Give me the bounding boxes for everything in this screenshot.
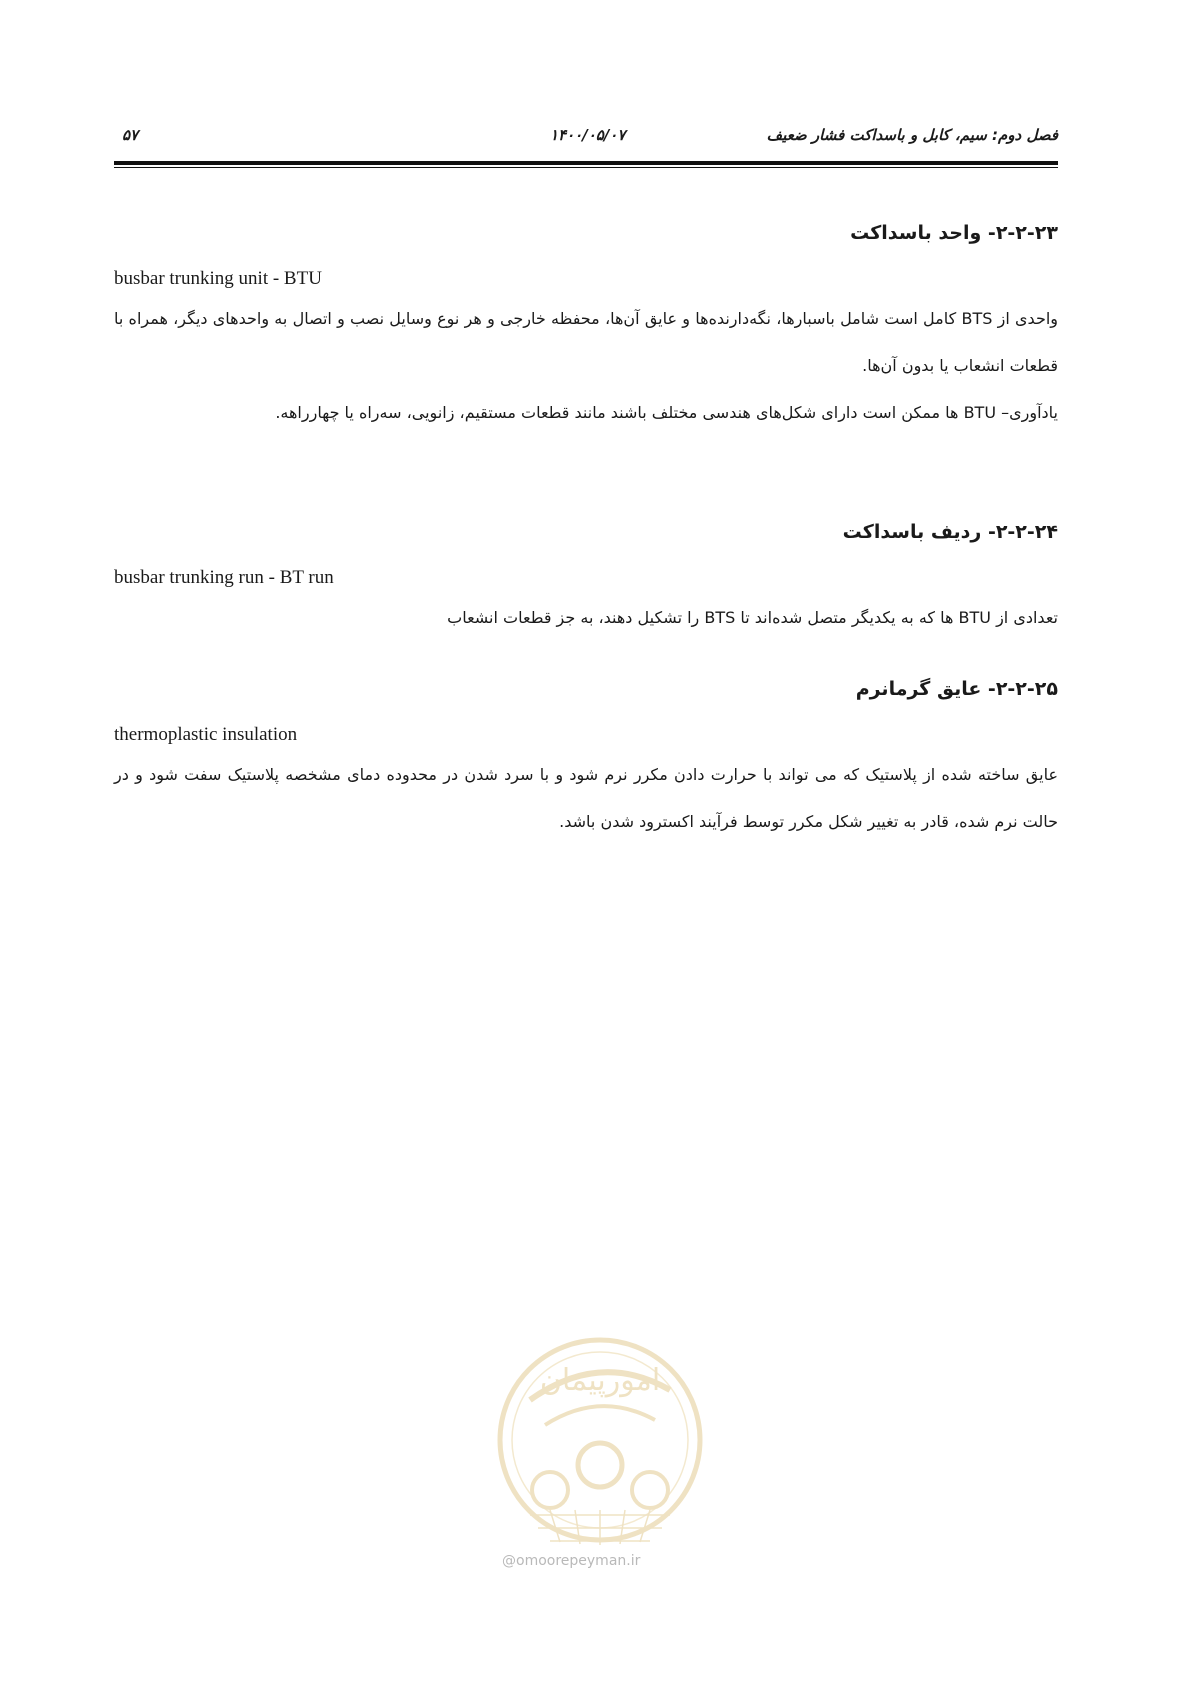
watermark-url: @omoorepeyman.ir	[502, 1553, 641, 1569]
definition-paragraph: عایق ساخته شده از پلاستیک که می تواند با حرارت دادن مکرر نرم شود و با سرد شدن در محدوده دمای مشخصه پلاستیک سفت شود و در حالت نرم شده، قادر به تغییر شکل مکرر توسط فرآیند اکسترود شدن باشد.	[114, 765, 1058, 831]
watermark-logo-text: امورپیمان	[539, 1363, 661, 1398]
english-term: busbar trunking unit - BTU	[114, 268, 322, 289]
definition-paragraph: واحدی از BTS کامل است شامل باسبارها، نگه‌دارنده‌ها و عایق آن‌ها، محفظه خارجی و هر نوع وسایل نصب و اتصال به واحدهای دیگر، همراه با قطعات انشعاب یا بدون آن‌ها.	[114, 309, 1059, 375]
definition-paragraph: تعدادی از BTU ها که به یکدیگر متصل شده‌اند تا BTS را تشکیل دهند، به جز قطعات انشعاب	[447, 608, 1058, 627]
section-heading: ۲-۲-۲۵- عایق گرمانرم	[855, 678, 1058, 700]
chapter-title: فصل دوم: سیم، کابل و باسداکت فشار ضعیف	[766, 126, 1058, 144]
section-heading: ۲-۲-۲۳- واحد باسداکت	[850, 222, 1058, 244]
page-header	[114, 126, 1058, 150]
english-term: thermoplastic insulation	[114, 724, 298, 745]
watermark-logo-icon	[490, 1330, 710, 1590]
header-rule-thin	[114, 167, 1058, 168]
page-number: ۵۷	[122, 126, 139, 144]
header-date: ۱۴۰۰/۰۵/۰۷	[550, 126, 626, 144]
english-term: busbar trunking run - BT run	[114, 567, 334, 588]
note-paragraph: یادآوری– BTU ها ممکن است دارای شکل‌های هندسی مختلف باشند مانند قطعات مستقیم، زانویی، سه‌راه یا چهارراهه.	[275, 403, 1058, 422]
section-heading: ۲-۲-۲۴- ردیف باسداکت	[842, 521, 1058, 543]
header-rule-thick	[114, 161, 1058, 165]
